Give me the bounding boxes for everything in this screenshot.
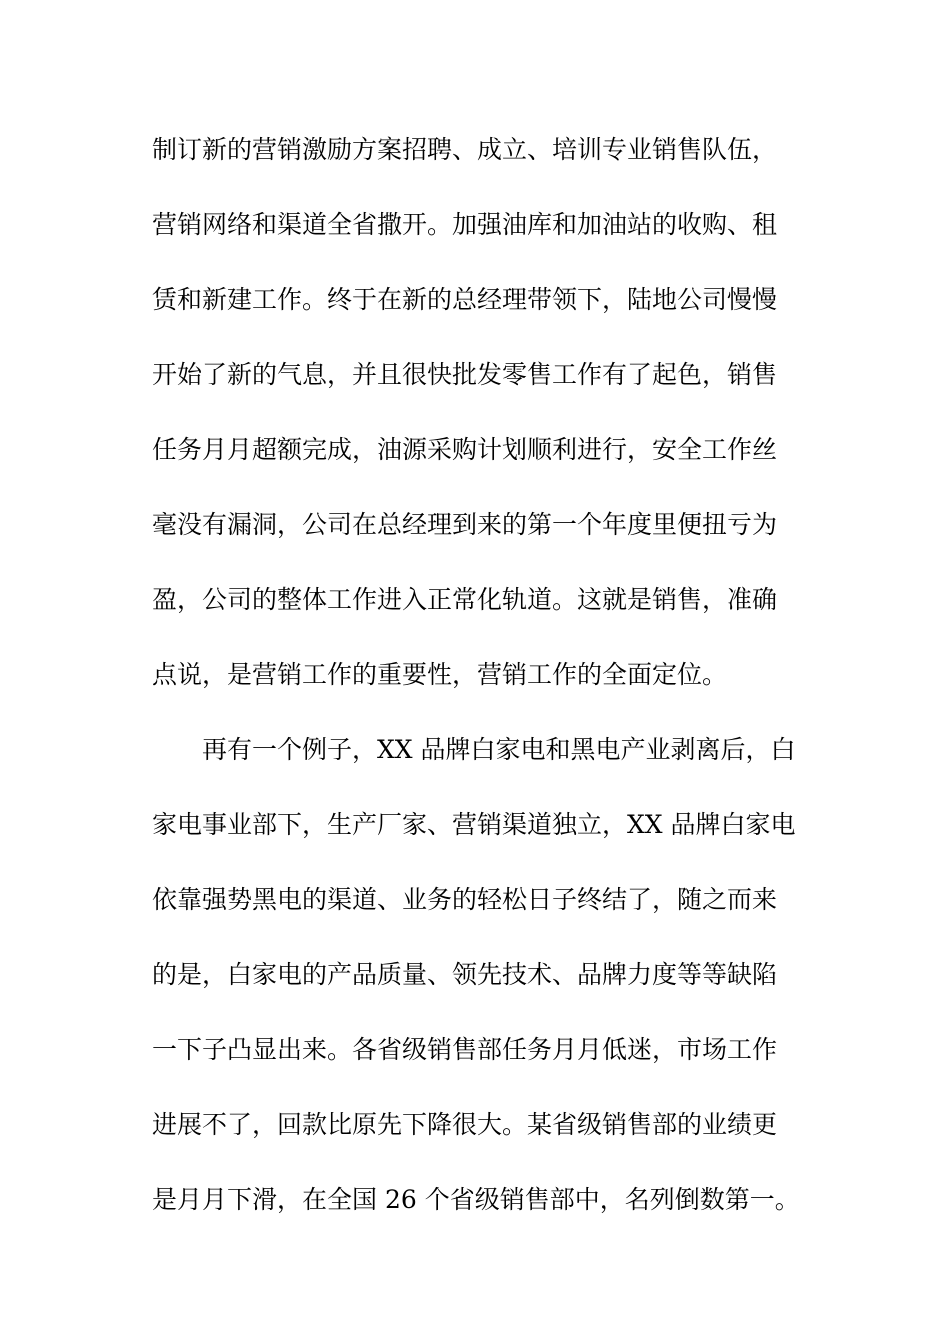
- paragraph-first-line: 再有一个例子，XX 品牌白家电和黑电产业剥离后，白: [202, 735, 796, 764]
- paragraph-line: 毫没有漏洞，公司在总经理到来的第一个年度里便扭亏为: [152, 510, 778, 539]
- paragraph-line: 开始了新的气息，并且很快批发零售工作有了起色，销售: [152, 360, 778, 389]
- paragraph-line: 点说，是营销工作的重要性，营销工作的全面定位。: [152, 660, 728, 689]
- paragraph-line: 家电事业部下，生产厂家、营销渠道独立，XX 品牌白家电: [152, 810, 796, 839]
- paragraph-line: 的是，白家电的产品质量、领先技术、品牌力度等等缺陷: [152, 960, 778, 989]
- paragraph-line: 进展不了，回款比原先下降很大。某省级销售部的业绩更: [152, 1110, 778, 1139]
- paragraph-line: 盈，公司的整体工作进入正常化轨道。这就是销售，准确: [152, 585, 778, 614]
- paragraph-line: 营销网络和渠道全省撒开。加强油库和加油站的收购、租: [152, 210, 778, 239]
- paragraph-line: 任务月月超额完成，油源采购计划顺利进行，安全工作丝: [152, 435, 778, 464]
- paragraph-line: 制订新的营销激励方案招聘、成立、培训专业销售队伍，: [152, 135, 778, 164]
- paragraph-line: 赁和新建工作。终于在新的总经理带领下，陆地公司慢慢: [152, 285, 778, 314]
- paragraph-line: 一下子凸显出来。各省级销售部任务月月低迷，市场工作: [152, 1035, 778, 1064]
- paragraph-line: 依靠强势黑电的渠道、业务的轻松日子终结了，随之而来: [152, 885, 778, 914]
- paragraph-line: 是月月下滑，在全国 26 个省级销售部中，名列倒数第一。: [152, 1185, 800, 1214]
